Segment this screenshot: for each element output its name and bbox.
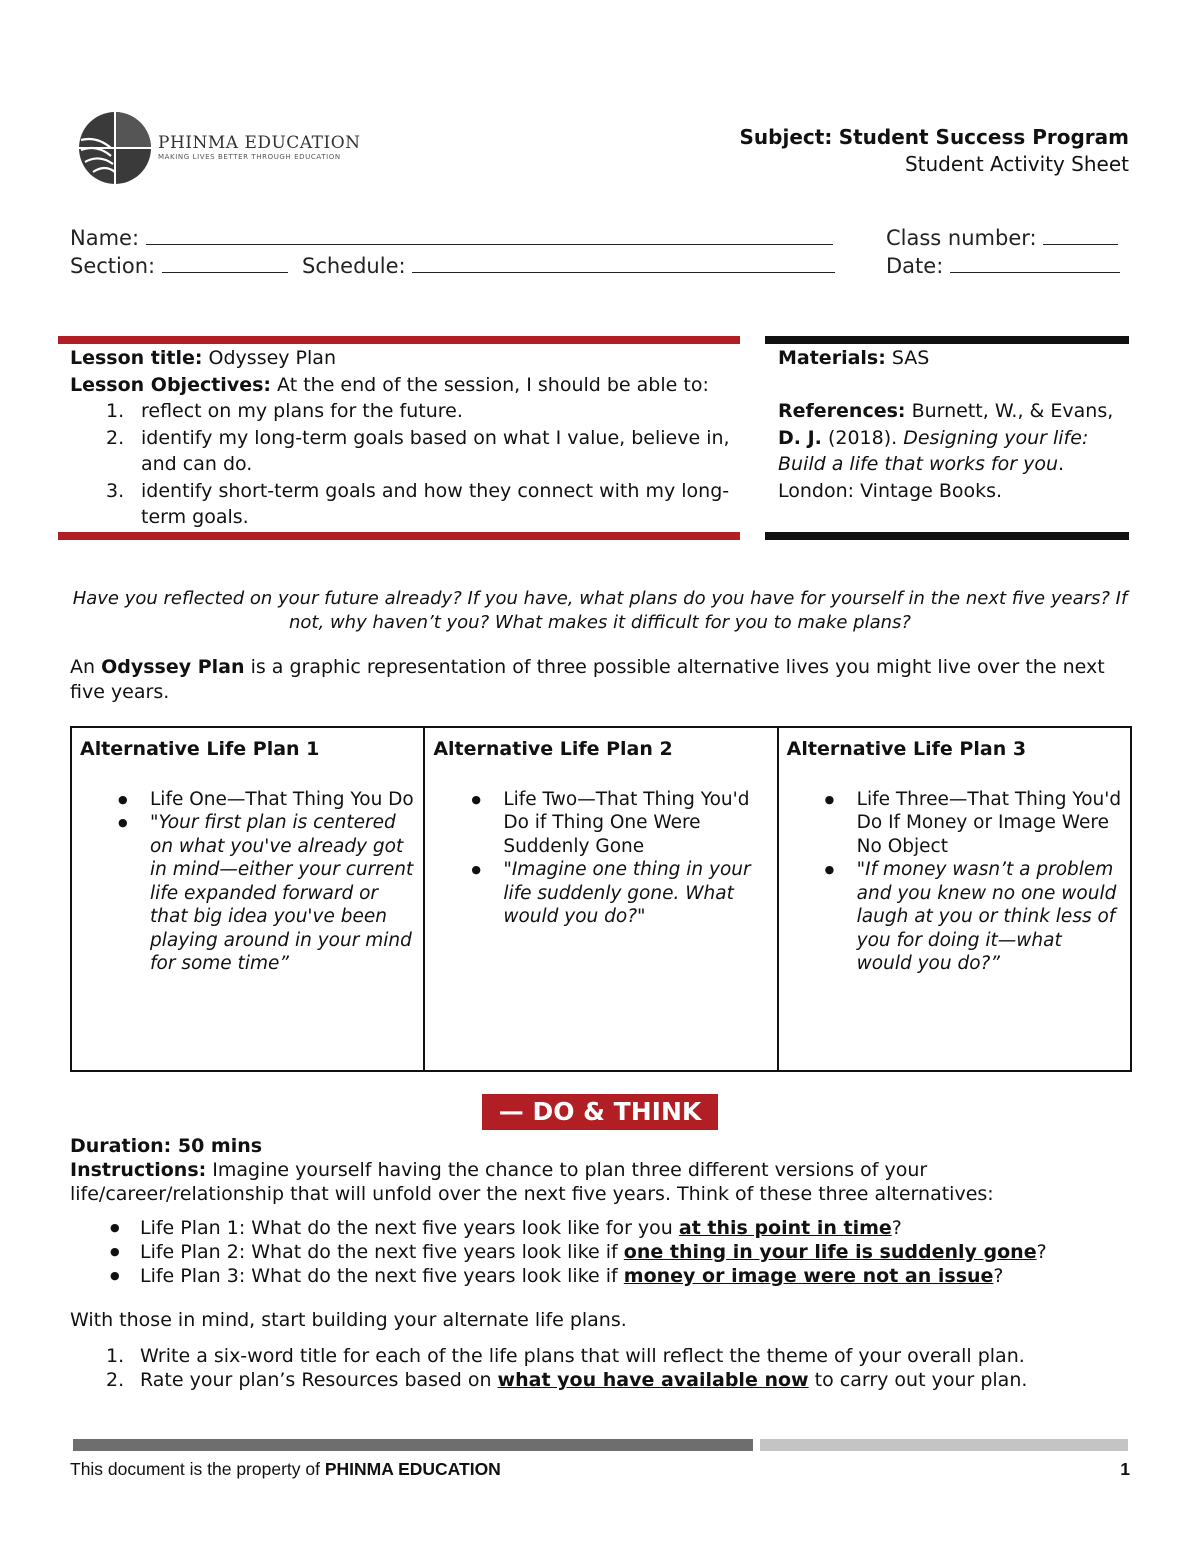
objective-number: 3.: [106, 479, 125, 502]
plan-cell-2: [424, 727, 777, 1071]
plan-bullets: [433, 788, 768, 929]
objective-item: [70, 425, 730, 478]
plan-heading: Alternative Life Plan 1: [80, 738, 320, 760]
instructions-text: Imagine yourself having the chance to plan three different versions of your life/career/relationship that will unfold over the next five years. Think of these three alternatives:: [70, 1159, 994, 1205]
plan-title: ● Life Three—That Thing You'd Do If Money or Image Were No Object: [821, 788, 1122, 859]
intro-term: Odyssey Plan: [101, 656, 245, 678]
plan-quote-text: "If money wasn’t a problem and you knew no one would laugh at you or think less of you for doing it—what would you do?”: [856, 859, 1117, 974]
plan-quote-text: "Your first plan is centered on what you've already got in mind—either your current life expanded forward or that big idea you've been playing around in your mind for some time”: [150, 812, 414, 974]
plan-quote: [114, 811, 415, 976]
lesson-objectives-heading: [70, 372, 730, 399]
list-item: [70, 1240, 1130, 1264]
section-label: Section:: [70, 254, 156, 278]
footer-owner: PHINMA EDUCATION: [324, 1459, 501, 1479]
footer-text: This document is the property of: [70, 1459, 320, 1479]
plan-bullets: [787, 788, 1122, 976]
list-item: [70, 1216, 1130, 1240]
footer-bar-dark: [73, 1439, 753, 1451]
step-text: Write a six-word title for each of the life plans that will reflect the theme of your overall plan.: [140, 1345, 1025, 1367]
class-number-label: Class number:: [886, 226, 1037, 250]
lesson-title-label: Lesson title:: [70, 347, 203, 369]
list-item: 1. Write a six-word title for each of the life plans that will reflect the theme of your overall plan.: [106, 1345, 1025, 1367]
table-row: [71, 727, 1131, 1071]
subject-label: Subject:: [739, 125, 833, 149]
date-field: [886, 252, 1120, 280]
life-plans-table: [70, 726, 1132, 1072]
objectives-intro: At the end of the session, I should be able to:: [277, 373, 709, 396]
materials-bottom-bar: [765, 532, 1129, 540]
instructions-label: Instructions:: [70, 1159, 207, 1181]
plan-bullets: [80, 788, 415, 976]
objective-text: identify short-term goals and how they connect with my long-term goals.: [141, 479, 730, 528]
subject-line: [740, 124, 1129, 151]
objectives-list: [70, 398, 730, 531]
ref-authors: Burnett, W., & Evans,: [911, 400, 1114, 422]
date-label: Date:: [886, 254, 944, 278]
objective-number: 2.: [106, 426, 125, 449]
page-number: 1: [1120, 1459, 1130, 1479]
plan-heading: Alternative Life Plan 3: [786, 738, 1027, 760]
materials-value: SAS: [891, 347, 930, 369]
list-item: [70, 1264, 1130, 1288]
lesson-top-bar: [58, 336, 740, 344]
schedule-label: Schedule:: [302, 254, 406, 278]
org-name: PHINMA EDUCATION: [158, 133, 361, 153]
objectives-label: Lesson Objectives:: [70, 373, 271, 396]
plan-suffix: ?: [1036, 1241, 1047, 1263]
plan-quote-text: "Imagine one thing in your life suddenly gone. What would you do?": [503, 859, 751, 927]
ref-title: Designing your life: Build a life that works for you: [778, 426, 1089, 475]
schedule-field: [302, 252, 835, 280]
plan-suffix: ?: [891, 1217, 902, 1239]
lesson-box: [70, 345, 730, 531]
plan-title: ● Life One—That Thing You Do: [114, 788, 415, 812]
lesson-bottom-bar: [58, 532, 740, 540]
intro-rest: is a graphic representation of three possible alternative lives you might live over the next five years.: [70, 656, 1105, 703]
list-item: 2. Rate your plan’s Resources based on what you have available now to carry out your plan.: [106, 1369, 1028, 1391]
plan-prompt: Life Plan 2: What do the next five years look like if: [140, 1241, 618, 1263]
plan-emphasis: one thing in your life is suddenly gone: [623, 1241, 1037, 1263]
ref-publisher: . London: Vintage Books.: [778, 453, 1065, 502]
step-suffix: to carry out your plan.: [814, 1369, 1028, 1391]
lesson-title: [70, 345, 730, 372]
lesson-title-value: Odyssey Plan: [208, 347, 336, 369]
ref-year: (2018).: [827, 426, 898, 449]
plan-suffix: ?: [993, 1265, 1004, 1287]
plan-cell-3: [778, 727, 1131, 1071]
name-label: Name:: [70, 226, 140, 250]
activity-instructions: [70, 1134, 1130, 1392]
reflection-question: Have you reflected on your future already? If you have, what plans do you have for yourself in the next five years? If not, why haven’t you? What makes it difficult for you to make plans?: [72, 588, 1128, 633]
odyssey-intro: [70, 655, 1130, 705]
objective-item: [70, 398, 730, 425]
objective-text: reflect on my plans for the future.: [141, 400, 463, 422]
materials-line: [778, 345, 1128, 372]
duration: Duration: 50 mins: [70, 1135, 263, 1157]
ref-authors-initials: D. J.: [778, 426, 822, 449]
section-field: [70, 252, 288, 280]
plan-quote: [821, 858, 1122, 976]
plan-quote: [467, 858, 768, 929]
references: [778, 398, 1128, 504]
step-emphasis: what you have available now: [497, 1369, 809, 1391]
materials-box: [778, 345, 1128, 504]
footer: [70, 1458, 1130, 1480]
class-number-field: [886, 224, 1118, 252]
steps-list: [70, 1344, 1130, 1392]
intro-prefix: An: [70, 656, 96, 678]
materials-label: Materials:: [778, 347, 886, 369]
objective-number: 1.: [106, 400, 125, 422]
date-input-line[interactable]: [950, 253, 1120, 273]
objective-item: [70, 478, 730, 531]
plan-title: ● Life Two—That Thing You'd Do if Thing One Were Suddenly Gone: [467, 788, 768, 859]
name-input-line[interactable]: [146, 225, 833, 245]
plan-emphasis: money or image were not an issue: [623, 1265, 994, 1287]
footer-bar-light: [760, 1439, 1128, 1451]
objective-text: identify my long-term goals based on what I value, believe in, and can do.: [141, 426, 730, 475]
name-field: [70, 224, 833, 252]
do-think-banner: — DO & THINK —: [482, 1094, 718, 1130]
org-tagline: MAKING LIVES BETTER THROUGH EDUCATION: [158, 153, 341, 161]
plan-prompt: Life Plan 1: What do the next five years look like for you: [140, 1217, 673, 1239]
schedule-input-line[interactable]: [412, 253, 835, 273]
sheet-type: Student Activity Sheet: [904, 152, 1129, 176]
plan-emphasis: at this point in time: [678, 1217, 892, 1239]
step-text: Rate your plan’s Resources based on: [140, 1369, 492, 1391]
plan-prompt: Life Plan 3: What do the next five years look like if: [140, 1265, 618, 1287]
subject-value: Student Success Program: [838, 125, 1129, 149]
transition-text: With those in mind, start building your alternate life plans.: [70, 1309, 627, 1331]
plan-heading: Alternative Life Plan 2: [433, 738, 673, 760]
instructions: [70, 1158, 1130, 1206]
materials-top-bar: [765, 336, 1129, 344]
section-input-line[interactable]: [162, 253, 288, 273]
references-label: References:: [778, 400, 906, 422]
subject-block: [740, 124, 1129, 178]
class-number-input-line[interactable]: [1043, 225, 1118, 245]
life-plan-list: [70, 1216, 1130, 1288]
plan-cell-1: [71, 727, 424, 1071]
